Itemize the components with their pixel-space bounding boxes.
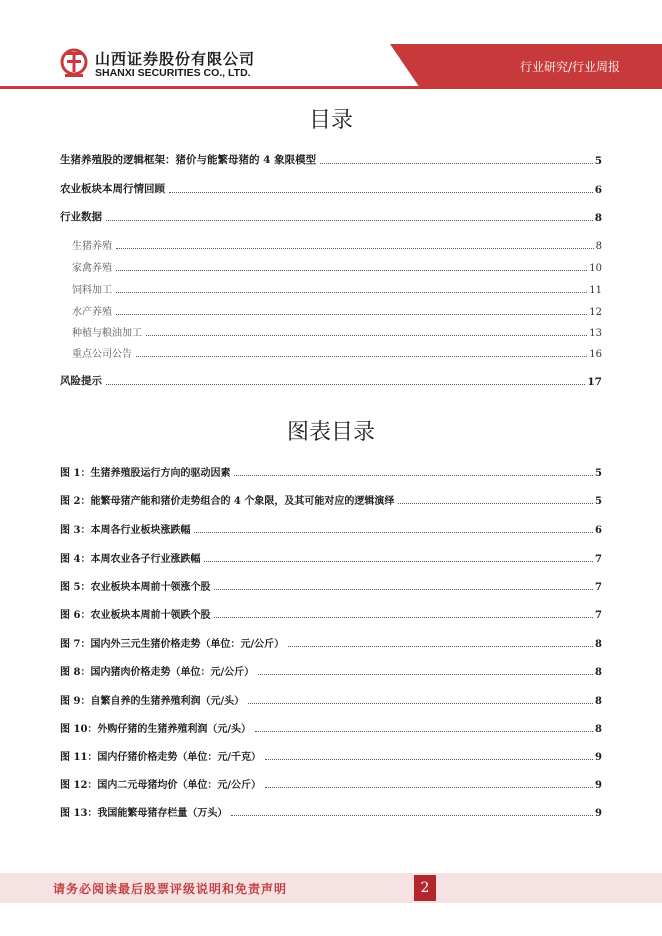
figure-caption: 我国能繁母猪存栏量（万头）	[97, 808, 228, 819]
figure-entry[interactable]	[60, 747, 602, 763]
figure-entry[interactable]	[60, 491, 602, 507]
report-type: 行业研究/行业周报	[519, 60, 620, 74]
figure-caption: 自繁自养的生猪养殖利润（元/头）	[90, 696, 245, 707]
figure-number: 图 10：	[60, 724, 98, 735]
figure-entry-text	[60, 692, 246, 707]
figure-list-title: 图表目录	[286, 420, 375, 445]
figure-entry[interactable]	[60, 520, 602, 536]
toc-entry-page: 13	[589, 328, 602, 339]
page-number: 2	[414, 875, 436, 901]
figure-caption: 国内猪肉价格走势（单位：元/公斤）	[90, 667, 255, 678]
figure-entry-text	[60, 635, 286, 650]
toc-subentry[interactable]	[72, 302, 602, 318]
toc-title: 目录	[308, 108, 353, 133]
toc-subentry[interactable]	[72, 323, 602, 339]
toc-entry-page: 16	[589, 349, 602, 360]
figure-entry[interactable]	[60, 775, 602, 791]
toc-entry-page: 11	[589, 285, 602, 296]
page-header	[0, 0, 662, 90]
toc-entry[interactable]	[60, 151, 602, 167]
disclaimer-notice: 请务必阅读最后股票评级说明和免责声明	[53, 882, 288, 896]
figure-number: 图 3：	[60, 525, 91, 536]
dot-leader	[248, 702, 593, 704]
figure-entry[interactable]	[60, 691, 602, 707]
figure-entry-text	[60, 720, 253, 735]
toc-entry-label: 水产养殖	[72, 307, 112, 318]
figure-caption: 农业板块本周前十领涨个股	[90, 582, 211, 593]
dot-leader	[214, 588, 593, 590]
figure-page: 9	[595, 752, 602, 763]
dot-leader	[146, 334, 587, 336]
figure-entry-text	[60, 804, 229, 819]
figure-number: 图 9：	[60, 696, 91, 707]
figure-page: 8	[595, 639, 602, 650]
figure-entry[interactable]	[60, 803, 602, 819]
dot-leader	[116, 313, 587, 315]
toc-entry-page: 6	[594, 184, 602, 196]
dot-leader	[204, 560, 593, 562]
toc-entry[interactable]	[60, 180, 602, 196]
figure-entry-text	[60, 663, 256, 678]
toc-entry-label: 风险提示	[60, 375, 102, 387]
figure-number: 图 12：	[60, 780, 98, 791]
figure-entry[interactable]	[60, 634, 602, 650]
dot-leader	[398, 502, 593, 504]
dot-leader	[106, 219, 593, 221]
figure-entry[interactable]	[60, 605, 602, 621]
dot-leader	[288, 645, 593, 647]
toc-entry[interactable]	[60, 372, 602, 388]
figure-entry[interactable]	[60, 719, 602, 735]
dot-leader	[265, 758, 593, 760]
toc-entry-page: 17	[587, 376, 602, 388]
company-name-en: SHANXI SECURITIES CO., LTD.	[95, 67, 251, 79]
dot-leader	[231, 814, 593, 816]
figure-entry[interactable]	[60, 577, 602, 593]
figure-entry-text	[60, 606, 212, 621]
figure-entry-text	[60, 748, 263, 763]
figure-entry-text	[60, 578, 212, 593]
toc-subentry[interactable]	[72, 258, 602, 274]
figure-entry[interactable]	[60, 549, 602, 565]
figure-caption: 国内二元母猪均价（单位：元/公斤）	[97, 780, 262, 791]
figure-entry[interactable]	[60, 463, 602, 479]
figure-entry-text	[60, 776, 263, 791]
dot-leader	[169, 191, 593, 193]
page-footer	[0, 873, 662, 903]
dot-leader	[214, 616, 593, 618]
toc-subentry[interactable]	[72, 280, 602, 296]
toc-entry-label: 行业数据	[60, 211, 102, 223]
figure-page: 7	[595, 554, 602, 565]
toc-entry-page: 10	[589, 263, 602, 274]
dot-leader	[258, 673, 593, 675]
toc-entry[interactable]	[60, 208, 602, 224]
figure-page: 6	[595, 525, 602, 536]
company-name-cn: 山西证券股份有限公司	[95, 50, 256, 68]
figure-caption: 国内外三元生猪价格走势（单位：元/公斤）	[90, 639, 285, 650]
figure-caption: 外购仔猪的生猪养殖利润（元/头）	[97, 724, 252, 735]
toc-entry-label: 家禽养殖	[72, 263, 112, 274]
toc-entry-label: 饲料加工	[72, 285, 112, 296]
toc-entry-page: 5	[594, 155, 602, 167]
figure-number: 图 13：	[60, 808, 98, 819]
figure-page: 8	[595, 696, 602, 707]
toc-entry-label: 生猪养殖	[72, 241, 112, 252]
dot-leader	[106, 383, 585, 385]
dot-leader	[265, 786, 593, 788]
figure-caption: 能繁母猪产能和猪价走势组合的 4 个象限，及其可能对应的逻辑演绎	[90, 496, 395, 507]
figure-caption: 农业板块本周前十领跌个股	[90, 610, 211, 621]
figure-page: 9	[595, 808, 602, 819]
figure-entry-text	[60, 521, 192, 536]
figure-page: 8	[595, 724, 602, 735]
toc-subentry[interactable]	[72, 236, 602, 252]
toc-entry-page: 8	[595, 241, 602, 252]
toc-entry-page: 12	[589, 307, 602, 318]
figure-page: 7	[595, 582, 602, 593]
dot-leader	[194, 531, 593, 533]
figure-entry-text	[60, 492, 396, 507]
toc-entry-label: 重点公司公告	[72, 349, 132, 360]
figure-entry-text	[60, 464, 232, 479]
dot-leader	[116, 247, 594, 249]
dot-leader	[320, 162, 593, 164]
figure-caption: 本周农业各子行业涨跌幅	[90, 554, 201, 565]
dot-leader	[116, 269, 587, 271]
figure-page: 5	[595, 468, 602, 479]
figure-page: 9	[595, 780, 602, 791]
figure-number: 图 4：	[60, 554, 91, 565]
toc-entry-label: 种植与粮油加工	[72, 328, 142, 339]
figure-number: 图 1：	[60, 468, 91, 479]
toc-entry-label: 农业板块本周行情回顾	[60, 183, 165, 195]
figure-number: 图 6：	[60, 610, 91, 621]
figure-page: 8	[595, 667, 602, 678]
dot-leader	[136, 355, 587, 357]
company-logo-icon	[60, 47, 88, 79]
figure-number: 图 11：	[60, 752, 98, 763]
figure-number: 图 2：	[60, 496, 91, 507]
figure-caption: 本周各行业板块涨跌幅	[90, 525, 191, 536]
toc-entry-page: 8	[594, 212, 602, 224]
figure-caption: 国内仔猪价格走势（单位：元/千克）	[97, 752, 262, 763]
figure-number: 图 7：	[60, 639, 91, 650]
figure-page: 5	[595, 496, 602, 507]
dot-leader	[234, 474, 593, 476]
figure-caption: 生猪养殖股运行方向的驱动因素	[90, 468, 231, 479]
dot-leader	[116, 291, 587, 293]
toc-entry-label: 生猪养殖股的逻辑框架：猪价与能繁母猪的 4 象限模型	[60, 154, 317, 166]
figure-page: 7	[595, 610, 602, 621]
figure-number: 图 8：	[60, 667, 91, 678]
figure-number: 图 5：	[60, 582, 91, 593]
figure-entry-text	[60, 550, 202, 565]
toc-subentry[interactable]	[72, 344, 602, 360]
figure-entry[interactable]	[60, 662, 602, 678]
dot-leader	[255, 730, 593, 732]
